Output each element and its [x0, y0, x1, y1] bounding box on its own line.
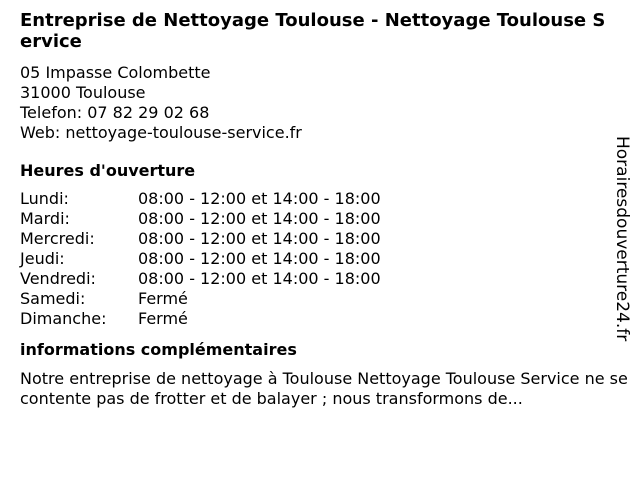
day-label: Vendredi:: [20, 269, 96, 288]
hours-row-lundi: [20, 189, 610, 209]
day-label: Lundi:: [20, 189, 69, 208]
opening-hours-heading: Heures d'ouverture: [20, 161, 196, 180]
hours-row-dimanche: [20, 309, 610, 329]
additional-info-heading: informations complémentaires: [20, 340, 297, 359]
day-label: Mercredi:: [20, 229, 95, 248]
day-label: Dimanche:: [20, 309, 107, 328]
day-hours: 08:00 - 12:00 et 14:00 - 18:00: [138, 269, 381, 288]
day-label: Samedi:: [20, 289, 86, 308]
business-title: Entreprise de Nettoyage Toulouse - Nettoyage Toulouse Service: [20, 10, 606, 52]
hours-row-jeudi: [20, 249, 610, 269]
phone-number[interactable]: Telefon: 07 82 29 02 68: [20, 103, 210, 122]
day-hours: 08:00 - 12:00 et 14:00 - 18:00: [138, 229, 381, 248]
address-city: 31000 Toulouse: [20, 83, 146, 102]
hours-row-mercredi: [20, 229, 610, 249]
day-hours: Fermé: [138, 289, 188, 308]
hours-row-vendredi: [20, 269, 610, 289]
day-hours: 08:00 - 12:00 et 14:00 - 18:00: [138, 209, 381, 228]
day-hours: 08:00 - 12:00 et 14:00 - 18:00: [138, 189, 381, 208]
brand-watermark: Horairesdouverture24.fr: [612, 136, 632, 342]
business-description: Notre entreprise de nettoyage à Toulouse Nettoyage Toulouse Service ne se contente pas de frotter et de balayer ; nous transformons de...: [20, 369, 628, 408]
day-label: Mardi:: [20, 209, 70, 228]
hours-row-samedi: [20, 289, 610, 309]
contact-block: [20, 63, 610, 143]
day-hours: Fermé: [138, 309, 188, 328]
day-hours: 08:00 - 12:00 et 14:00 - 18:00: [138, 249, 381, 268]
address-street: 05 Impasse Colombette: [20, 63, 211, 82]
opening-hours-table: [20, 189, 610, 329]
website-link[interactable]: Web: nettoyage-toulouse-service.fr: [20, 123, 302, 142]
day-label: Jeudi:: [20, 249, 65, 268]
hours-row-mardi: [20, 209, 610, 229]
